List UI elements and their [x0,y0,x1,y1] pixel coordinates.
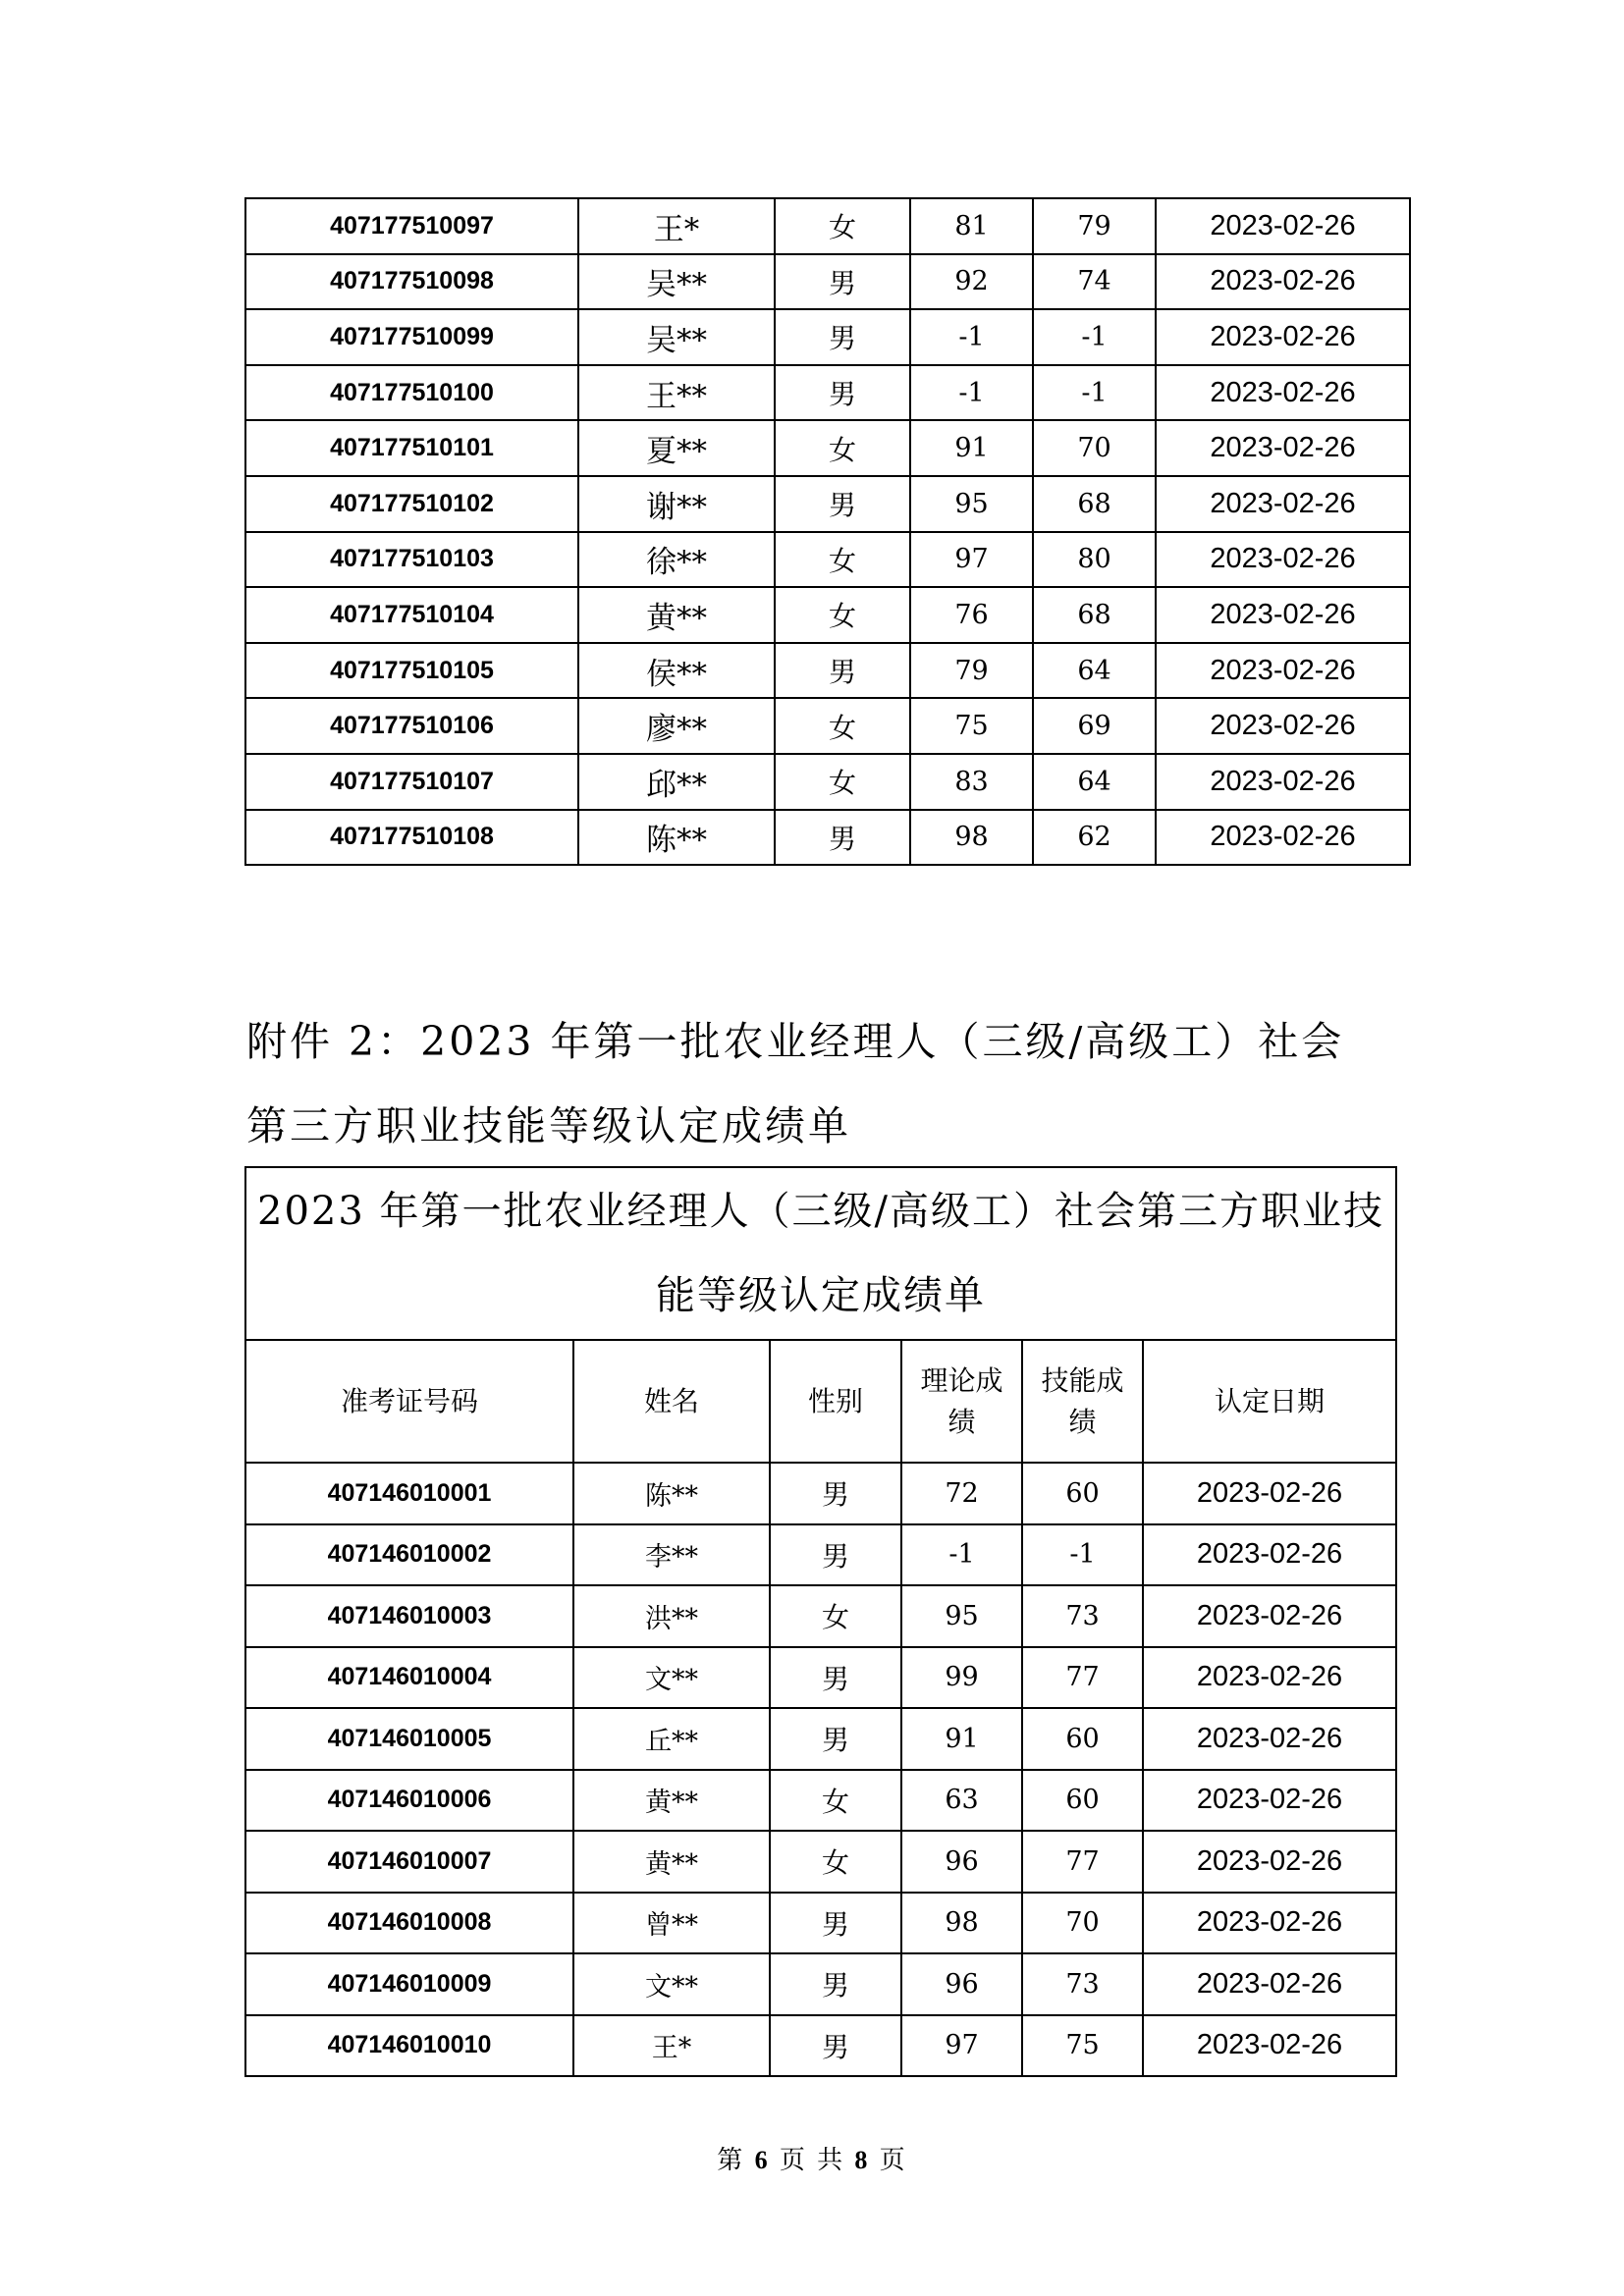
header-theory-score [901,1340,1022,1463]
table-title: 2023 年第一批农业经理人（三级/高级工）社会第三方职业技能等级认定成绩单 [245,1167,1396,1340]
exam-id-cell: 407146010001 [245,1463,573,1524]
gender-cell: 男 [770,2015,901,2077]
skill-score-cell: 75 [1022,2015,1143,2077]
table-2-body [245,1167,1396,2076]
table-row [245,1831,1396,1893]
skill-score-cell: 70 [1022,1893,1143,1954]
gender-cell: 男 [775,309,910,365]
name-cell: 王* [573,2015,770,2077]
table-1-body [245,198,1410,865]
skill-score-cell: 69 [1033,698,1156,754]
gender-cell: 男 [775,365,910,421]
name-cell: 徐** [578,532,775,588]
date-cell: 2023-02-26 [1156,476,1410,532]
date-cell: 2023-02-26 [1156,754,1410,810]
theory-score-cell: 92 [910,254,1033,310]
table-row [245,532,1410,588]
skill-score-cell: 77 [1022,1831,1143,1893]
table-row [245,198,1410,254]
exam-id-cell: 407146010007 [245,1831,573,1893]
exam-id-cell: 407146010009 [245,1953,573,2015]
header-gender: 性别 [770,1340,901,1463]
theory-score-cell: -1 [910,309,1033,365]
name-cell: 黄** [573,1831,770,1893]
gender-cell: 男 [775,476,910,532]
date-cell: 2023-02-26 [1143,1585,1396,1647]
date-cell: 2023-02-26 [1156,365,1410,421]
gender-cell: 女 [770,1831,901,1893]
table-header-row [245,1340,1396,1463]
skill-score-cell: 68 [1033,587,1156,643]
table-row [245,1708,1396,1770]
exam-id-cell: 407177510100 [245,365,578,421]
theory-score-cell: 91 [901,1708,1022,1770]
theory-score-cell: 97 [910,532,1033,588]
table-title-row [245,1167,1396,1340]
theory-score-cell: -1 [910,365,1033,421]
date-cell: 2023-02-26 [1143,1953,1396,2015]
exam-id-cell: 407177510103 [245,532,578,588]
theory-score-cell: 75 [910,698,1033,754]
exam-id-cell: 407177510102 [245,476,578,532]
page-footer [0,2140,1624,2176]
date-cell: 2023-02-26 [1143,1831,1396,1893]
exam-id-cell: 407177510099 [245,309,578,365]
table-row [245,810,1410,866]
name-cell: 陈** [573,1463,770,1524]
exam-id-cell: 407146010006 [245,1770,573,1832]
theory-score-cell: 96 [901,1831,1022,1893]
skill-score-cell: 60 [1022,1770,1143,1832]
table-row [245,365,1410,421]
date-cell: 2023-02-26 [1156,643,1410,699]
gender-cell: 男 [770,1647,901,1709]
name-cell: 廖** [578,698,775,754]
table-row [245,2015,1396,2077]
gender-cell: 男 [775,810,910,866]
name-cell: 夏** [578,420,775,476]
theory-score-cell: 83 [910,754,1033,810]
table-row [245,309,1410,365]
skill-score-cell: 79 [1033,198,1156,254]
skill-score-cell: -1 [1033,309,1156,365]
date-cell: 2023-02-26 [1143,1524,1396,1586]
name-cell: 黄** [573,1770,770,1832]
gender-cell: 男 [775,254,910,310]
footer-prefix: 第 [717,2146,745,2175]
theory-score-cell: 79 [910,643,1033,699]
name-cell: 黄** [578,587,775,643]
attachment-heading: 附件 2：2023 年第一批农业经理人（三级/高级工）社会第三方职业技能等级认定成绩单 [246,1018,1345,1149]
name-cell: 邱** [578,754,775,810]
table-row [245,754,1410,810]
theory-score-cell: 76 [910,587,1033,643]
theory-score-cell: 63 [901,1770,1022,1832]
header-date: 认定日期 [1143,1340,1396,1463]
table-row [245,1463,1396,1524]
gender-cell: 女 [775,198,910,254]
gender-cell: 女 [770,1770,901,1832]
footer-current-page: 6 [754,2146,770,2174]
table-row [245,1893,1396,1954]
table-row [245,1953,1396,2015]
footer-suffix: 页 [879,2146,907,2175]
table-row [245,420,1410,476]
skill-score-cell: 62 [1033,810,1156,866]
theory-score-cell: 95 [910,476,1033,532]
date-cell: 2023-02-26 [1143,1893,1396,1954]
footer-total-word: 共 [817,2146,845,2175]
table-row [245,1647,1396,1709]
table-row [245,587,1410,643]
name-cell: 陈** [578,810,775,866]
skill-score-cell: -1 [1022,1524,1143,1586]
theory-score-cell: 81 [910,198,1033,254]
table-row [245,1585,1396,1647]
gender-cell: 女 [775,698,910,754]
date-cell: 2023-02-26 [1143,2015,1396,2077]
name-cell: 吴** [578,309,775,365]
gender-cell: 男 [770,1524,901,1586]
skill-score-cell: 80 [1033,532,1156,588]
date-cell: 2023-02-26 [1156,698,1410,754]
date-cell: 2023-02-26 [1156,532,1410,588]
skill-score-cell: 70 [1033,420,1156,476]
table-row [245,254,1410,310]
skill-score-cell: 60 [1022,1463,1143,1524]
date-cell: 2023-02-26 [1156,587,1410,643]
header-name: 姓名 [573,1340,770,1463]
theory-score-cell: 98 [901,1893,1022,1954]
theory-score-cell: 97 [901,2015,1022,2077]
gender-cell: 女 [775,754,910,810]
skill-score-cell: 60 [1022,1708,1143,1770]
gender-cell: 女 [775,532,910,588]
exam-id-cell: 407146010010 [245,2015,573,2077]
name-cell: 文** [573,1953,770,2015]
theory-score-cell: 91 [910,420,1033,476]
gender-cell: 男 [770,1893,901,1954]
date-cell: 2023-02-26 [1143,1463,1396,1524]
exam-id-cell: 407177510107 [245,754,578,810]
skill-score-cell: 74 [1033,254,1156,310]
gender-cell: 男 [770,1953,901,2015]
skill-score-cell: -1 [1033,365,1156,421]
exam-id-cell: 407177510106 [245,698,578,754]
gender-cell: 男 [770,1463,901,1524]
theory-score-cell: 95 [901,1585,1022,1647]
theory-score-cell: -1 [901,1524,1022,1586]
table-row [245,1770,1396,1832]
skill-score-cell: 73 [1022,1953,1143,2015]
gender-cell: 女 [770,1585,901,1647]
exam-id-cell: 407146010005 [245,1708,573,1770]
date-cell: 2023-02-26 [1156,309,1410,365]
date-cell: 2023-02-26 [1156,198,1410,254]
theory-score-cell: 99 [901,1647,1022,1709]
name-cell: 王** [578,365,775,421]
name-cell: 丘** [573,1708,770,1770]
exam-id-cell: 407146010003 [245,1585,573,1647]
footer-total-pages: 8 [854,2146,870,2174]
header-exam-id: 准考证号码 [245,1340,573,1463]
exam-id-cell: 407177510104 [245,587,578,643]
name-cell: 谢** [578,476,775,532]
name-cell: 文** [573,1647,770,1709]
table-row [245,1524,1396,1586]
date-cell: 2023-02-26 [1156,810,1410,866]
gender-cell: 男 [775,643,910,699]
gender-cell: 女 [775,420,910,476]
date-cell: 2023-02-26 [1156,420,1410,476]
header-skill-line1: 技能成 [1041,1363,1124,1397]
name-cell: 侯** [578,643,775,699]
table-row [245,698,1410,754]
exam-id-cell: 407146010002 [245,1524,573,1586]
skill-score-cell: 77 [1022,1647,1143,1709]
theory-score-cell: 98 [910,810,1033,866]
table-row [245,476,1410,532]
exam-id-cell: 407177510108 [245,810,578,866]
name-cell: 李** [573,1524,770,1586]
date-cell: 2023-02-26 [1143,1647,1396,1709]
date-cell: 2023-02-26 [1143,1708,1396,1770]
exam-id-cell: 407146010008 [245,1893,573,1954]
exam-id-cell: 407177510098 [245,254,578,310]
exam-id-cell: 407146010004 [245,1647,573,1709]
results-table-continued [244,197,1411,866]
date-cell: 2023-02-26 [1156,254,1410,310]
footer-page-unit: 页 [779,2146,807,2175]
exam-id-cell: 407177510097 [245,198,578,254]
header-skill-line2: 绩 [1068,1405,1097,1438]
exam-id-cell: 407177510101 [245,420,578,476]
name-cell: 王* [578,198,775,254]
name-cell: 洪** [573,1585,770,1647]
gender-cell: 男 [770,1708,901,1770]
skill-score-cell: 64 [1033,643,1156,699]
skill-score-cell: 64 [1033,754,1156,810]
date-cell: 2023-02-26 [1143,1770,1396,1832]
name-cell: 曾** [573,1893,770,1954]
header-theory-line1: 理论成 [920,1363,1003,1397]
exam-id-cell: 407177510105 [245,643,578,699]
header-theory-line2: 绩 [947,1405,976,1438]
table-row [245,643,1410,699]
theory-score-cell: 72 [901,1463,1022,1524]
name-cell: 吴** [578,254,775,310]
theory-score-cell: 96 [901,1953,1022,2015]
skill-score-cell: 68 [1033,476,1156,532]
header-skill-score [1022,1340,1143,1463]
gender-cell: 女 [775,587,910,643]
skill-score-cell: 73 [1022,1585,1143,1647]
results-table [244,1166,1397,2077]
